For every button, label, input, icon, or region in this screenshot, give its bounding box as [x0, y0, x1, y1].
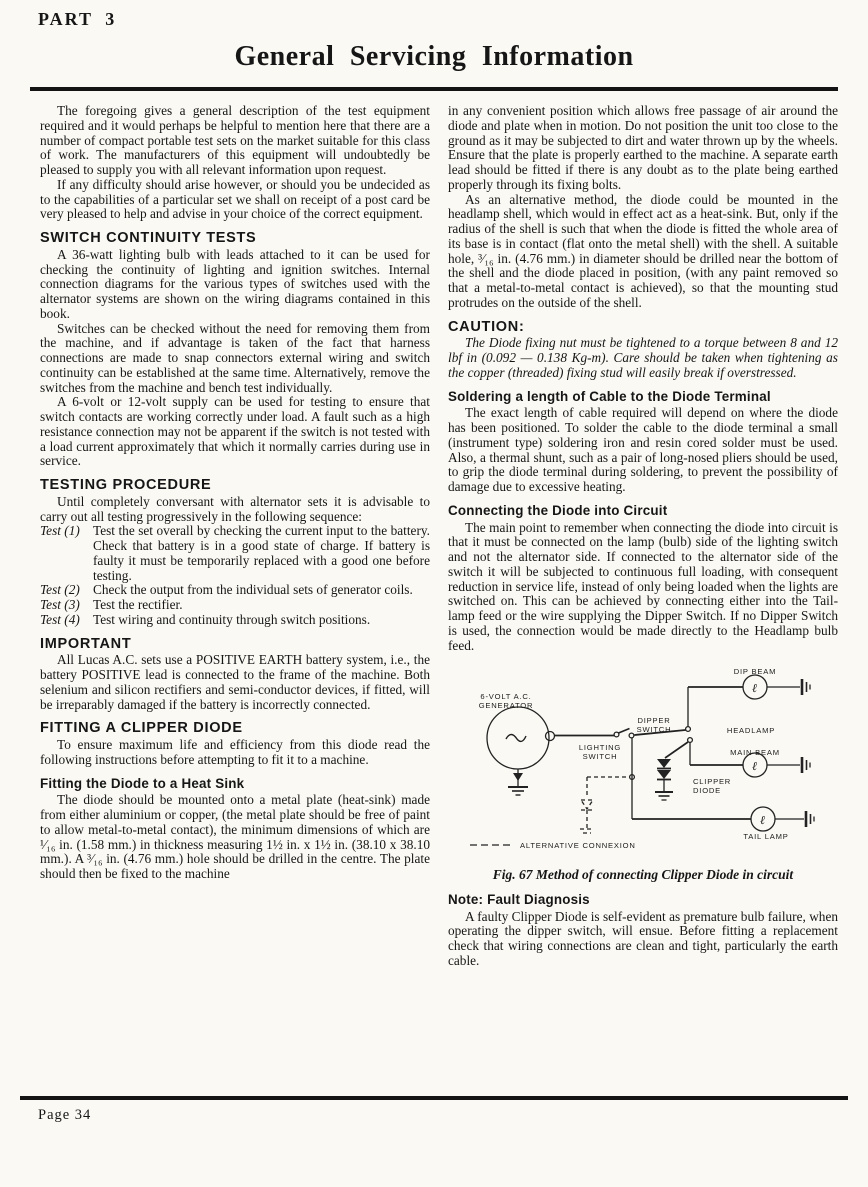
figure-67-circuit-diagram — [448, 665, 838, 883]
test-text: Test the rectifier. — [93, 597, 183, 612]
paragraph: Until completely conversant with alternator sets it is advisable to carry out all testing progressively in the following sequence: — [40, 493, 430, 524]
subheading-heat-sink: Fitting the Diode to a Heat Sink — [40, 775, 245, 791]
paragraph: A 6-volt or 12-volt supply can be used for testing to ensure that switch contacts are working correctly under load. A fault such as a high resistance connection may not be apparent if the switch is not tested with a load current approximately that which it normally carries during use in service. — [40, 394, 430, 469]
clipper-diode-circuit-svg — [448, 665, 838, 861]
label-clipper-diode: CLIPPER — [693, 777, 732, 787]
section-heading-fitting-clipper-diode: FITTING A CLIPPER DIODE — [40, 720, 243, 737]
dip-beam-branch — [688, 675, 810, 727]
label-generator: GENERATOR — [478, 701, 534, 711]
part-label: PART 3 — [38, 9, 117, 29]
section-heading-important: IMPORTANT — [40, 635, 132, 652]
paragraph: If any difficulty should arise however, or should you be undecided as to the capabilities of a particular set we shall on receipt of a post card be very pleased to help and advise in your choice of the correct equipment. — [40, 176, 430, 222]
lighting-switch-symbol — [614, 729, 634, 738]
bulb-filament-icon: ℓ — [752, 681, 757, 696]
list-item — [40, 583, 430, 598]
paragraph: The main point to remember when connecting the diode into circuit is that it must be connected on the lamp (bulb) side of the lighting switch and not the alternator side. If connected to the alternator side of the switch it will be subjected to continuous full loading, with consequent reduction in service life, instead of only being loaded when the lights are switched on. This can be achieved by connecting either into the Tail-lamp feed or the wire supplying the Dipper Switch. If no Dipper Switch is used, the connection would be made directly to the Headlamp bulb feed. — [448, 519, 838, 653]
page-number: Page 34 — [38, 1107, 92, 1123]
two-column-body — [40, 104, 838, 969]
test-label: Test (2) — [40, 582, 80, 598]
label-clipper-diode: DIODE — [693, 786, 722, 796]
paragraph: The foregoing gives a general description of the test equipment required and it would perhaps be helpful to mention here that there are a number of compact portable test sets on the market suitable for this class of work. The manufacturers of this equipment will undoubtedly be pleased to supply you with all relevant information upon request. — [40, 103, 430, 177]
label-dipper-switch: SWITCH — [636, 725, 672, 735]
tail-lamp-branch — [632, 807, 814, 831]
right-column — [448, 104, 838, 969]
subheading-fault-diagnosis: Note: Fault Diagnosis — [448, 891, 590, 907]
label-headlamp: HEADLAMP — [726, 726, 776, 736]
test-label: Test (4) — [40, 611, 80, 627]
label-dipper-switch: DIPPER — [637, 716, 671, 726]
left-column — [40, 104, 430, 969]
label-dip-beam: DIP BEAM — [733, 667, 777, 677]
section-heading-switch-continuity: SWITCH CONTINUITY TESTS — [40, 230, 257, 246]
paragraph: The exact length of cable required will depend on where the diode has been positioned. To solder the cable to the diode terminal a small (instrument type) soldering iron and resin cored solder must be used. Also, a thermal shunt, such as a pair of long-nosed pliers should be used, to grip the diode terminal during soldering, to prevent the possibility of damage due to excessive heating. — [448, 405, 838, 494]
test-text: Test the set overall by checking the current input to the battery. Check that battery is in a good state of charge. If battery is faulty it must be temporarily replaced with a good one before testing. — [93, 523, 430, 583]
test-label: Test (1) — [40, 523, 80, 539]
test-text: Test wiring and continuity through switch positions. — [93, 611, 371, 627]
list-item — [40, 524, 430, 583]
title-rule — [30, 87, 838, 91]
list-item — [40, 598, 430, 613]
note-section — [448, 893, 838, 969]
caution-paragraph: The Diode fixing nut must be tightened to a torque between 8 and 12 lbf in (0.092 — 0.138 Kg-m). Care should be taken when tightening as the copper (threaded) fixing stud will easily break if overstressed. — [448, 335, 838, 380]
paragraph: All Lucas A.C. sets use a POSITIVE EARTH battery system, i.e., the battery POSITIVE lead is connected to the frame of the machine. Both selenium and silicon rectifiers and semi-conductor devices, if fitted, will be irreparably damaged if the battery is incorrectly connected. — [40, 652, 430, 712]
generator-symbol — [487, 707, 555, 795]
label-main-beam: MAIN BEAM — [730, 748, 780, 758]
test-label: Test (3) — [40, 597, 80, 612]
footer-rule — [20, 1096, 848, 1100]
paragraph: in any convenient position which allows free passage of air around the diode and plate when in motion. Do not position the unit too close to the ground as it may be subjected to dirt and water thrown up by the wheels. Ensure that the plate is properly earthed to the machine. A separate earth lead should be fitted if there is any doubt as to the plate being earthed properly through its fixing bolts. — [448, 103, 838, 192]
test-text: Check the output from the individual sets of generator coils. — [93, 582, 413, 598]
subheading-soldering: Soldering a length of Cable to the Diode Terminal — [448, 388, 771, 404]
label-generator: 6-VOLT A.C. — [480, 692, 532, 702]
list-item — [40, 613, 430, 628]
section-heading-caution: CAUTION: — [448, 318, 525, 335]
subheading-connecting: Connecting the Diode into Circuit — [448, 502, 668, 518]
label-lighting-switch: SWITCH — [582, 752, 618, 762]
paragraph: A 36-watt lighting bulb with leads attached to it can be used for checking the continuity of lighting and ignition switches. Internal connection diagrams for the various types of switches used with the alternator systems are shown on the wiring diagrams contained in this book. — [40, 246, 430, 321]
page-title: General Servicing Information — [234, 41, 634, 72]
label-lighting-switch: LIGHTING — [578, 743, 622, 753]
section-heading-testing-procedure: TESTING PROCEDURE — [40, 477, 212, 493]
test-sequence-list — [40, 524, 430, 627]
paragraph: The diode should be mounted onto a metal plate (heat-sink) made from either aluminium or copper, (the metal plate should be free of paint to allow metal-to-metal contact), the minimum dimensions of which are ¹⁄₁₆ in. (1.58 mm.) in thickness measuring 1½ in. x 1½ in. (38.10 x 38.10 mm.). A ³⁄₁₆ in. (4.76 mm.) hole should be drilled in the centre. The plate should then be fixed to the machine — [40, 792, 430, 881]
label-tail-lamp: TAIL LAMP — [743, 832, 789, 842]
figure-caption: Fig. 67 Method of connecting Clipper Diode in circuit — [492, 867, 794, 882]
bulb-filament-icon: ℓ — [752, 759, 757, 774]
paragraph: To ensure maximum life and efficiency from this diode read the following instructions before attempting to fit it to a machine. — [40, 737, 430, 767]
paragraph: A faulty Clipper Diode is self-evident as premature bulb failure, when operating the dipper switch, will ensue. Before fitting a replacement check that wiring connections are clean and tight, particularly the earth cable. — [448, 908, 838, 968]
bulb-filament-icon: ℓ — [760, 813, 765, 828]
paragraph: As an alternative method, the diode could be mounted in the headlamp shell, which would in effect act as a heat-sink. But, only if the radius of the shell is such that when the diode is fitted the whole area of its base is in contact (flat onto the metal shell) with the shell. A suitable hole, ³⁄₁₆ in. (4.76 mm.) in diameter should be drilled near the bottom of the shell and the diode placed in position, (with any paint removed so that a metal-to-metal contact is achieved), so that the mounting stud protrudes on the outside of the shell. — [448, 191, 838, 310]
clipper-diode-symbol — [655, 742, 688, 800]
paragraph: Switches can be checked without the need for removing them from the machine, and if advantage is taken of the fact that harness connections are made to snap connectors external wiring and switch continuity can be established at the same time. Alternatively, remove the switches from the machine and bench test individually. — [40, 320, 430, 395]
label-legend: ALTERNATIVE CONNEXION — [520, 841, 636, 851]
alternative-connexion-path — [580, 777, 629, 833]
